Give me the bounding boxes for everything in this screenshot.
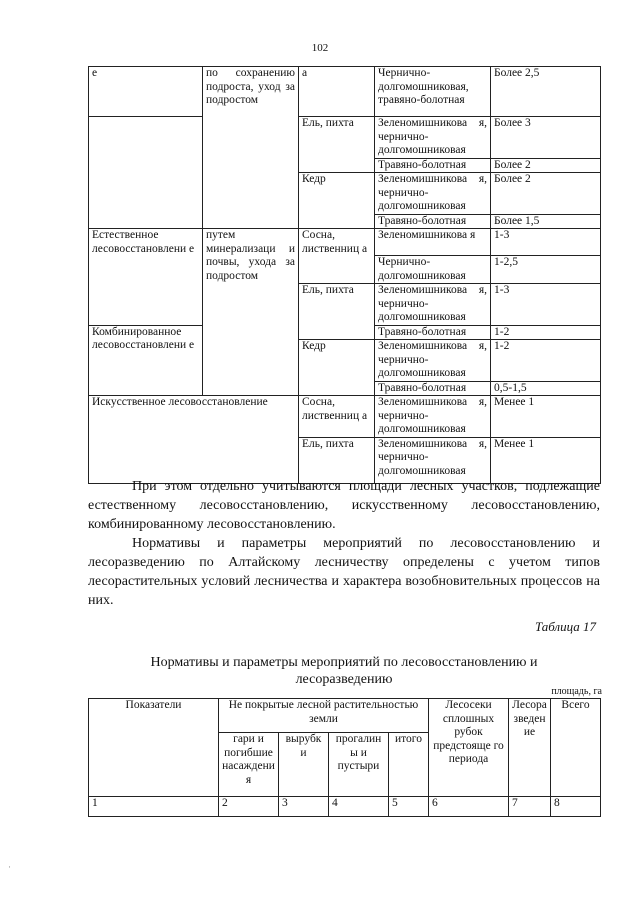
- caption-line: лесоразведению: [295, 672, 393, 687]
- table-cell: Более 2: [491, 173, 601, 215]
- table-cell: 1-3: [491, 284, 601, 326]
- table-cell: Сосна, лиственниц а: [299, 229, 375, 284]
- table-cell: Более 2: [491, 158, 601, 173]
- table-cell: 1: [89, 797, 219, 817]
- table-cell: по сохранению подроста, уход за подростом: [203, 67, 299, 229]
- margin-mark: ·: [8, 862, 11, 872]
- page-number: 102: [311, 42, 329, 54]
- table-cell: 4: [329, 797, 389, 817]
- table-subheader: прогалин ы и пустыри: [329, 733, 389, 797]
- table-header: Лесосеки сплошных рубок предстояще го периода: [429, 699, 509, 797]
- table-cell: Искусственное лесовосстановление: [89, 396, 299, 484]
- table-cell: Зеленомишникова я: [375, 229, 491, 256]
- table-cell: Естественное лесовосстановлени е: [89, 229, 203, 326]
- table-cell: Комбинированное лесовосстановлени е: [89, 325, 203, 396]
- table-cell: Зеленомишникова я, чернично-долгомошниковая: [375, 173, 491, 215]
- table-cell: 1-3: [491, 229, 601, 256]
- table-cell: Сосна, лиственниц а: [299, 396, 375, 438]
- table-cell: 6: [429, 797, 509, 817]
- table-cell: Более 3: [491, 117, 601, 159]
- table-cell: Кедр: [299, 340, 375, 396]
- table-cell: Менее 1: [491, 437, 601, 483]
- table-header: Лесора зведен ие: [509, 699, 551, 797]
- table-cell: Зеленомишникова я, чернично-долгомошниковая: [375, 117, 491, 159]
- table-cell: е: [89, 67, 203, 117]
- table-cell: Более 1,5: [491, 214, 601, 229]
- table-cell: Зеленомишникова я, чернично-долгомошниковая: [375, 284, 491, 326]
- table-row: [89, 797, 601, 817]
- table-cell: 2: [219, 797, 279, 817]
- table-cell: Ель, пихта: [299, 284, 375, 340]
- table-subheader: гари и погибшие насаждени я: [219, 733, 279, 797]
- table-cell: Ель, пихта: [299, 117, 375, 173]
- table-cell: Травяно-болотная: [375, 381, 491, 396]
- table-row: [89, 699, 601, 733]
- table-cell: а: [299, 67, 375, 117]
- table-cell: Зеленомишникова я, чернично-долгомошниковая: [375, 396, 491, 438]
- caption-line: Нормативы и параметры мероприятий по лесовосстановлению и: [150, 655, 538, 670]
- table-cell: Чернично-долгомошниковая, травяно-болотная: [375, 67, 491, 117]
- table-cell: Кедр: [299, 173, 375, 229]
- table-cell: 8: [551, 797, 601, 817]
- table-cell: Менее 1: [491, 396, 601, 438]
- table-label: Таблица 17: [534, 619, 596, 634]
- table-row: [89, 229, 601, 256]
- table-cell: путем минерализаци и почвы, ухода за подростом: [203, 229, 299, 396]
- table-cell: [89, 117, 203, 229]
- table-row: [89, 117, 601, 159]
- table-cell: Ель, пихта: [299, 437, 375, 483]
- table-row: [89, 396, 601, 438]
- table-header: Всего: [551, 699, 601, 797]
- table-cell: 1-2: [491, 340, 601, 382]
- paragraph: При этом отдельно учитываются площади лесных участков, подлежащие естественному лесовосстановлению, искусственному лесовосстановлению, комбинированному лесовосстановлению.: [88, 479, 600, 532]
- table-cell: 5: [389, 797, 429, 817]
- norms-table: [88, 698, 601, 817]
- table-subheader: итого: [389, 733, 429, 797]
- table-cell: 0,5-1,5: [491, 381, 601, 396]
- table-caption: [88, 654, 600, 688]
- paragraph: Нормативы и параметры мероприятий по лесовосстановлению и лесоразведению по Алтайскому лесничеству определены с учетом типов лесорастительных условий лесничества и характера возобновительных процессов на них.: [88, 536, 600, 608]
- table-cell: 1-2: [491, 325, 601, 340]
- table-cell: Более 2,5: [491, 67, 601, 117]
- table-cell: Травяно-болотная: [375, 158, 491, 173]
- table-cell: 3: [279, 797, 329, 817]
- table-cell: 7: [509, 797, 551, 817]
- table-cell: Травяно-болотная: [375, 214, 491, 229]
- table-header: Не покрытые лесной растительностью земли: [219, 699, 429, 733]
- table-subheader: вырубк и: [279, 733, 329, 797]
- regeneration-table: [88, 66, 601, 484]
- table-header: Показатели: [89, 699, 219, 797]
- table-row: [89, 67, 601, 117]
- table-cell: Чернично-долгомошниковая: [375, 256, 491, 284]
- units-label: площадь, га: [551, 686, 602, 697]
- table-cell: Зеленомишникова я, чернично-долгомошниковая: [375, 340, 491, 382]
- table-cell: Зеленомишникова я, чернично-долгомошниковая: [375, 437, 491, 483]
- table-cell: Травяно-болотная: [375, 325, 491, 340]
- table-cell: 1-2,5: [491, 256, 601, 284]
